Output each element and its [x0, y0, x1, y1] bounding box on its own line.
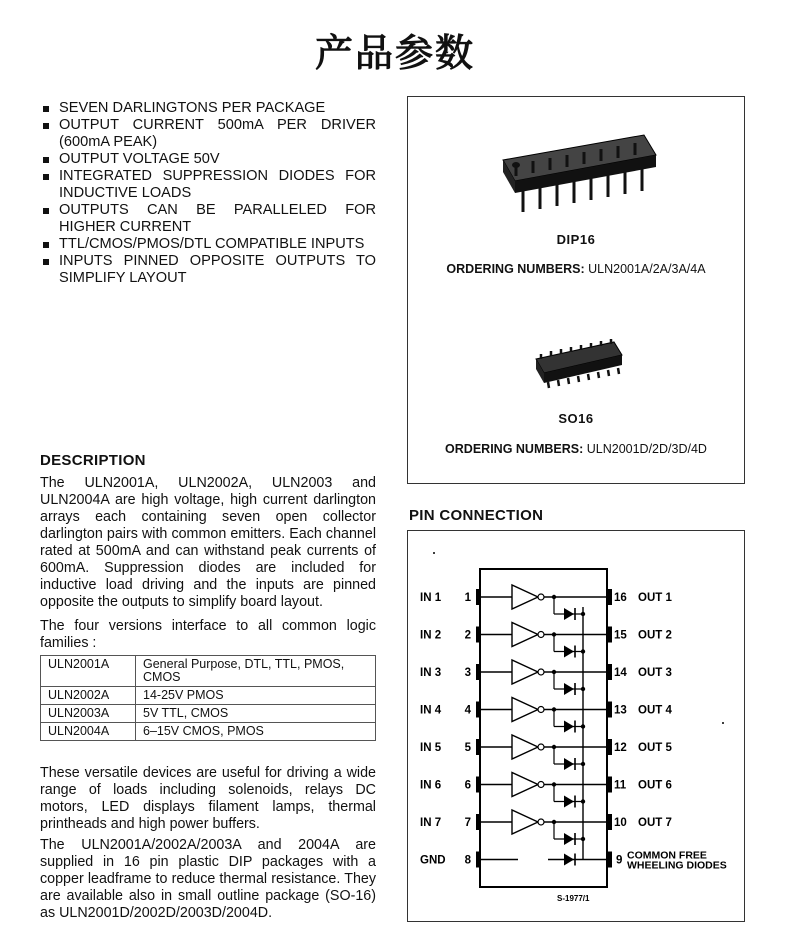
inverter-bubble — [538, 707, 544, 713]
inverter-symbol — [512, 623, 538, 647]
feature-item: OUTPUT CURRENT 500mA PER DRIVER (600mA PEAK) — [42, 117, 376, 151]
diode-icon — [564, 854, 574, 866]
input-pin-number: 6 — [464, 779, 471, 792]
inverter-bubble — [538, 632, 544, 638]
input-pin-tab — [476, 852, 481, 868]
output-pin-tab — [607, 664, 612, 680]
part-cell: ULN2003A — [41, 705, 136, 723]
output-pin-tab — [607, 777, 612, 793]
inverter-bubble — [538, 744, 544, 750]
pin-connection-box — [407, 530, 745, 922]
input-label: IN 1 — [420, 592, 442, 604]
description-paragraph-3: These versatile devices are useful for driving a wide range of loads including solenoids, relays DC motors, LED displays filament lamps, thermal printheads and high power buffers. — [40, 765, 376, 832]
ic-package-outline — [480, 569, 607, 887]
input-pin-number: 1 — [464, 592, 471, 604]
inverter-symbol — [512, 660, 538, 684]
table-row — [41, 656, 376, 687]
output-pin-number: 13 — [614, 704, 627, 717]
inverter-symbol — [512, 735, 538, 759]
output-pin-tab — [607, 852, 612, 868]
description-paragraph-1: The ULN2001A, ULN2002A, ULN2003 and ULN2004A are high voltage, high current darlington arrays each containing seven open collector darlington pairs with common emitters. Each channel rated at 500mA and can withstand peak currents of 600mA. Suppression diodes are included for inductive load driving and the inputs are pinned opposite the outputs to simplify board layout. — [40, 475, 376, 610]
output-label: OUT 2 — [638, 629, 672, 642]
output-pin-tab — [607, 739, 612, 755]
input-label: IN 2 — [420, 629, 442, 642]
input-pin-number: 4 — [464, 704, 471, 717]
output-label: OUT 7 — [638, 817, 672, 829]
inverter-symbol — [512, 585, 538, 609]
inverter-bubble — [538, 669, 544, 675]
diode-icon — [564, 608, 574, 620]
description-heading: DESCRIPTION — [40, 452, 146, 469]
junction-dot — [581, 799, 585, 803]
bullet — [43, 106, 49, 112]
dip16-ordering: ORDERING NUMBERS: ULN2001A/2A/3A/4A — [446, 262, 706, 276]
junction-dot — [581, 649, 585, 653]
feature-item: INTEGRATED SUPPRESSION DIODES FOR INDUCTIVE LOADS — [42, 168, 376, 202]
so16-package-image — [536, 339, 622, 388]
description-paragraph-2: The four versions interface to all common logic families : — [40, 618, 376, 651]
output-pin-number: 11 — [614, 779, 627, 792]
output-label: OUT 3 — [638, 667, 672, 679]
output-pin-number: 10 — [614, 817, 627, 829]
feature-item: OUTPUT VOLTAGE 50V — [42, 151, 376, 168]
output-label: OUT 1 — [638, 592, 672, 604]
figure-code: S-1977/1 — [557, 894, 590, 903]
inverter-symbol — [512, 773, 538, 797]
interface-cell: 6–15V CMOS, PMOS — [136, 723, 376, 741]
input-pin-tab — [476, 589, 481, 605]
pin-connection-heading: PIN CONNECTION — [409, 507, 544, 524]
junction-dot — [581, 612, 585, 616]
common-pin-number: 9 — [616, 854, 623, 867]
pin-diagram — [408, 531, 744, 921]
diode-icon — [564, 721, 574, 733]
input-label: IN 6 — [420, 779, 442, 792]
inverter-bubble — [538, 782, 544, 788]
table-row — [41, 687, 376, 705]
junction-dot — [581, 837, 585, 841]
input-pin-tab — [476, 664, 481, 680]
input-label: IN 4 — [420, 704, 442, 717]
package-box — [407, 96, 745, 484]
part-cell: ULN2004A — [41, 723, 136, 741]
output-label: OUT 6 — [638, 779, 672, 792]
bullet — [43, 242, 49, 248]
interface-cell: 5V TTL, CMOS — [136, 705, 376, 723]
output-pin-tab — [607, 702, 612, 718]
bullet — [43, 157, 49, 163]
inverter-symbol — [512, 698, 538, 722]
feature-item: OUTPUTS CAN BE PARALLELED FOR HIGHER CURRENT — [42, 202, 376, 236]
diode-icon — [564, 796, 574, 808]
part-cell: ULN2001A — [41, 656, 136, 687]
input-label: IN 3 — [420, 667, 442, 679]
output-pin-number: 16 — [614, 592, 627, 604]
so16-label: SO16 — [558, 411, 594, 426]
input-pin-number: 2 — [464, 629, 471, 642]
diode-icon — [564, 758, 574, 770]
bullet — [43, 123, 49, 129]
bullet — [43, 208, 49, 214]
input-pin-tab — [476, 739, 481, 755]
feature-item: TTL/CMOS/PMOS/DTL COMPATIBLE INPUTS — [42, 236, 376, 253]
table-row — [41, 705, 376, 723]
diode-icon — [564, 683, 574, 695]
input-label: IN 5 — [420, 742, 442, 754]
junction-dot — [581, 687, 585, 691]
part-cell: ULN2002A — [41, 687, 136, 705]
common-diodes-label: WHEELING DIODES — [627, 859, 727, 872]
input-pin-tab — [476, 627, 481, 643]
bullet — [43, 259, 49, 265]
interface-cell: 14-25V PMOS — [136, 687, 376, 705]
bullet — [43, 174, 49, 180]
input-pin-number: 7 — [464, 817, 471, 829]
output-pin-number: 12 — [614, 742, 627, 754]
input-pin-tab — [476, 702, 481, 718]
feature-item: INPUTS PINNED OPPOSITE OUTPUTS TO SIMPLIFY LAYOUT — [42, 253, 376, 287]
junction-dot — [581, 724, 585, 728]
table-row — [41, 723, 376, 741]
output-pin-tab — [607, 627, 612, 643]
inverter-bubble — [538, 819, 544, 825]
junction-dot — [581, 762, 585, 766]
description-paragraph-4: The ULN2001A/2002A/2003A and 2004A are supplied in 16 pin plastic DIP packages with a copper leadframe to reduce thermal resistance. They are available also in small outline package (SO-16) as ULN2001D/2002D/2003D/2004D. — [40, 837, 376, 921]
page-title: 产品参数 — [314, 31, 475, 75]
dip16-label: DIP16 — [556, 232, 596, 247]
input-pin-number: 8 — [464, 854, 471, 867]
output-pin-number: 15 — [614, 629, 627, 642]
output-label: OUT 4 — [638, 704, 672, 717]
feature-list — [42, 100, 376, 287]
input-pin-number: 3 — [464, 667, 471, 679]
diode-icon — [564, 646, 574, 658]
diode-icon — [564, 833, 574, 845]
output-label: OUT 5 — [638, 742, 672, 754]
output-pin-tab — [607, 589, 612, 605]
input-label: GND — [420, 854, 446, 867]
inverter-bubble — [538, 594, 544, 600]
input-pin-tab — [476, 777, 481, 793]
output-pin-number: 14 — [614, 667, 627, 679]
so16-ordering: ORDERING NUMBERS: ULN2001D/2D/3D/4D — [445, 442, 707, 456]
versions-table — [40, 655, 376, 741]
input-label: IN 7 — [420, 817, 442, 829]
output-pin-tab — [607, 814, 612, 830]
inverter-symbol — [512, 810, 538, 834]
input-pin-number: 5 — [464, 742, 471, 754]
input-pin-tab — [476, 814, 481, 830]
dip16-package-image — [503, 135, 656, 212]
common-diodes-label: COMMON FREE — [627, 849, 707, 862]
feature-item: SEVEN DARLINGTONS PER PACKAGE — [42, 100, 376, 117]
interface-cell: General Purpose, DTL, TTL, PMOS, CMOS — [136, 656, 376, 687]
